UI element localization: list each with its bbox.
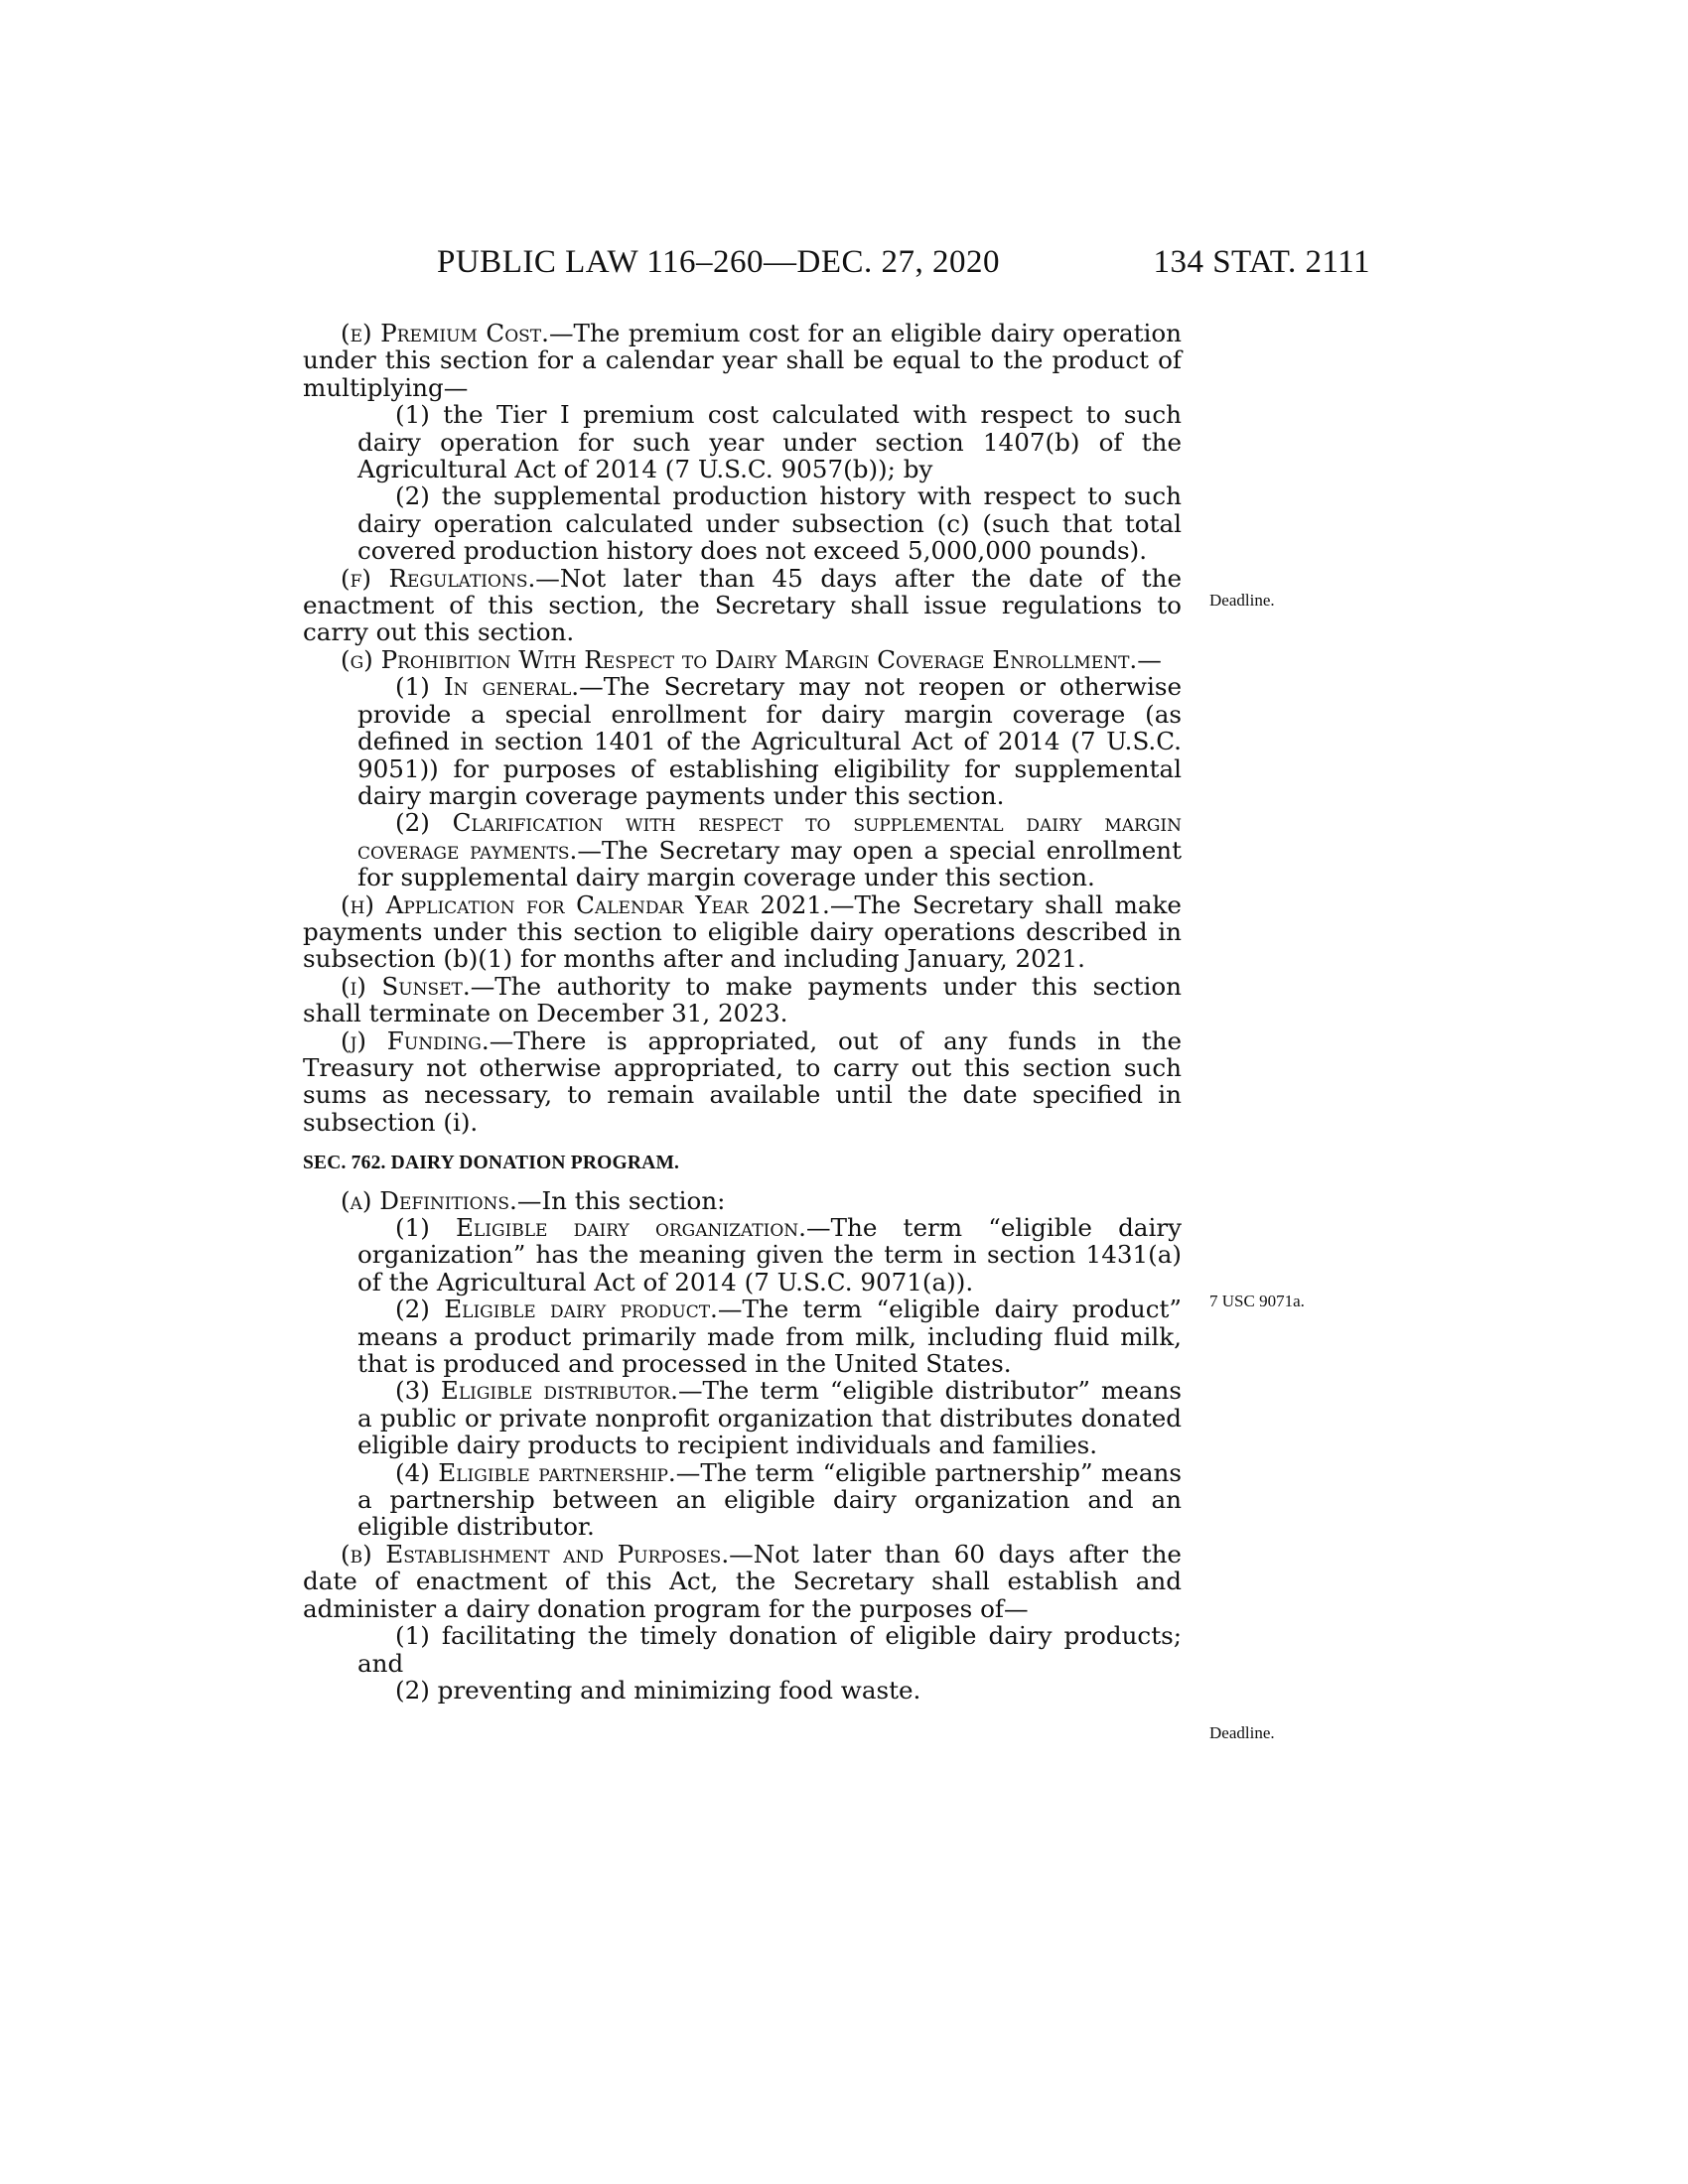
subsection-j: [303, 1027, 1182, 1137]
subsection-heading: (a) Definitions.: [341, 1185, 517, 1215]
subsection-text: —In this section:: [516, 1185, 726, 1215]
section-heading: SEC. 762. DAIRY DONATION PROGRAM.: [303, 1153, 680, 1174]
subsection-a: [303, 1187, 1182, 1214]
subsection-e: [303, 320, 1182, 401]
paragraph-heading: (4) Eligible partnership.: [395, 1457, 676, 1487]
subsection-text: —Not later than 45 days after the date of the enactment of this section, the Secretary shall issue regulations to carry out this section.: [303, 563, 1183, 647]
subsection-heading: (b) Establishment and Purposes.: [341, 1539, 730, 1569]
running-head: PUBLIC LAW 116–260—DEC. 27, 2020: [437, 244, 1001, 280]
paragraph-heading: (1) In general.: [395, 672, 580, 702]
subsection-b: [303, 1541, 1182, 1622]
page-header: [298, 244, 1370, 290]
paragraph-g2: [303, 809, 1182, 890]
margin-note-deadline: Deadline.: [1209, 1723, 1275, 1742]
subsection-i: [303, 973, 1182, 1027]
subsection-f: [303, 565, 1182, 646]
paragraph-a4: [303, 1459, 1182, 1541]
paragraph-a2: [303, 1296, 1182, 1377]
paragraph-text: —The term “eligible dairy product” means a product primarily made from milk, including fluid milk, that is produced and processed in the United States.: [357, 1295, 1183, 1379]
paragraph-text: —The Secretary may open a special enrollment for supplemental dairy margin coverage under this section.: [357, 835, 1182, 892]
paragraph-e2: (2) the supplemental production history with respect to such dairy operation calculated under subsection (c) (such that total covered production history does not exceed 5,000,000 pounds).: [357, 481, 1182, 566]
paragraph-text: —The term “eligible distributor” means a public or private nonprofit organization that distributes donated eligible dairy products to recipient individuals and families.: [357, 1376, 1182, 1460]
paragraph-e1: (1) the Tier I premium cost calculated with respect to such dairy operation for such year under section 1407(b) of the Agricultural Act of 2014 (7 U.S.C. 9057(b)); by: [357, 400, 1182, 484]
margin-note-deadline: Deadline.: [1209, 591, 1275, 610]
subsection-text: —: [1137, 644, 1162, 674]
document-body: [303, 320, 1182, 1704]
paragraph-a3: [303, 1377, 1182, 1458]
subsection-text: —The premium cost for an eligible dairy operation under this section for a calendar year shall be equal to the product of multiplying—: [303, 319, 1183, 402]
subsection-heading: (e) Premium Cost.: [341, 319, 549, 347]
subsection-heading: (j) Funding.: [341, 1025, 490, 1055]
subsection-text: —Not later than 60 days after the date of enactment of this Act, the Secretary shall establish and administer a dairy donation program for the purposes of—: [303, 1539, 1182, 1623]
subsection-heading: (f) Regulations.: [341, 563, 536, 593]
paragraph-text: —The term “eligible partnership” means a partnership between an eligible dairy organization and an eligible distributor.: [357, 1457, 1182, 1542]
subsection-heading: (i) Sunset.: [341, 971, 471, 1001]
subsection-heading: (h) Application for Calendar Year 2021.: [341, 889, 830, 919]
subsection-text: —The Secretary shall make payments under this section to eligible dairy operations described in subsection (b)(1) for months after and including January, 2021.: [303, 889, 1182, 974]
paragraph-b2: (2) preventing and minimizing food waste.: [395, 1675, 921, 1705]
paragraph-g1: [303, 673, 1182, 809]
margin-note-usc: 7 USC 9071a.: [1209, 1292, 1305, 1310]
subsection-h: [303, 891, 1182, 973]
paragraph-heading: (3) Eligible distributor.: [395, 1376, 678, 1406]
subsection-heading: (g) Prohibition With Respect to Dairy Margin Coverage Enrollment.: [341, 644, 1138, 674]
paragraph-text: —The term “eligible dairy organization” has the meaning given the term in section 1431(a) of the Agricultural Act of 2014 (7 U.S.C. 9071(a)).: [357, 1213, 1182, 1297]
paragraph-heading: (2) Eligible dairy product.: [395, 1295, 718, 1324]
paragraph-a1: [303, 1214, 1182, 1296]
paragraph-text: —The Secretary may not reopen or otherwise provide a special enrollment for dairy margin coverage (as defined in section 1401 of the Agricultural Act of 2014 (7 U.S.C. 9051)) for purposes of establishing eligibility for supplemental dairy margin coverage payments under this section.: [357, 672, 1182, 810]
paragraph-b1: (1) facilitating the timely donation of eligible dairy products; and: [357, 1621, 1182, 1678]
paragraph-heading: (2) Clarification with respect to supplemental dairy margin coverage payments.: [357, 808, 1182, 865]
subsection-text: —The authority to make payments under this section shall terminate on December 31, 2023.: [303, 971, 1182, 1028]
subsection-g: [303, 646, 1182, 673]
subsection-text: —There is appropriated, out of any funds in the Treasury not otherwise appropriated, to carry out this section such sums as necessary, to remain available until the date specified in subsection (i).: [303, 1025, 1182, 1137]
paragraph-heading: (1) Eligible dairy organization.: [395, 1213, 806, 1242]
page-number: 134 STAT. 2111: [1153, 244, 1370, 280]
